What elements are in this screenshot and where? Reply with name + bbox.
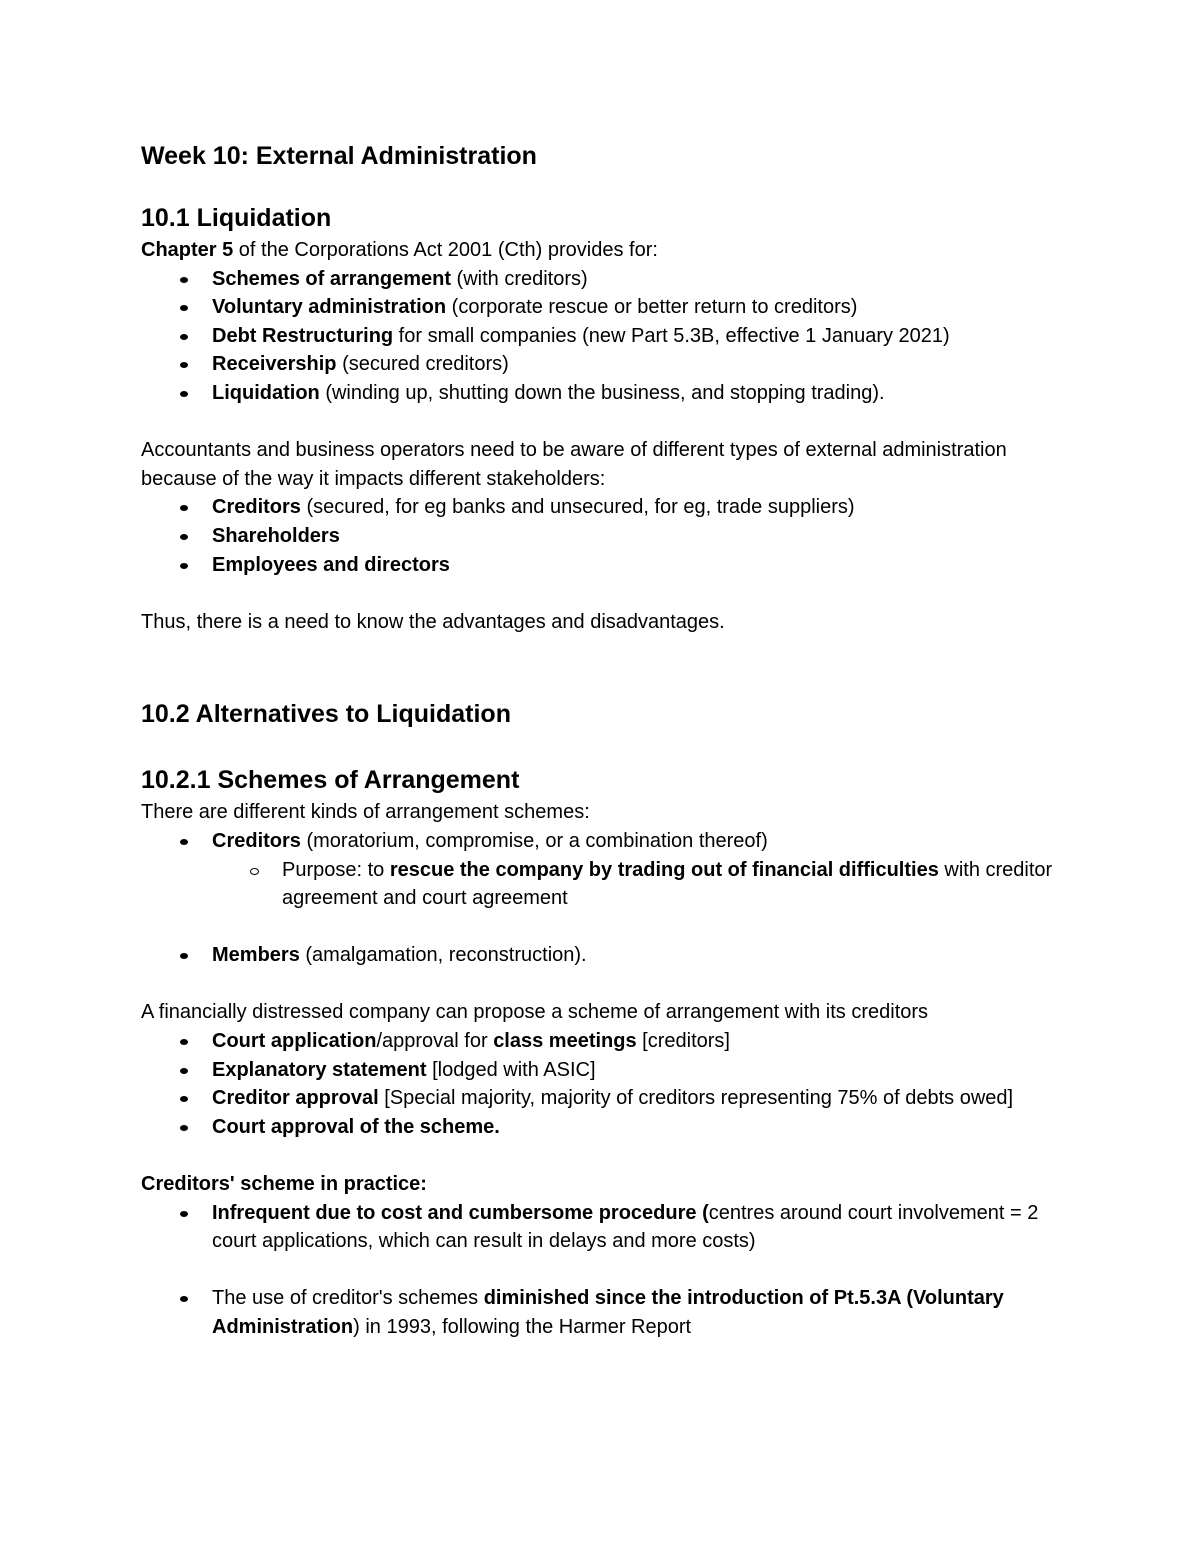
- list-item: Debt Restructuring for small companies (new Part 5.3B, effective 1 January 2021): [212, 324, 950, 347]
- intro-paragraph: Chapter 5 of the Corporations Act 2001 (Cth) provides for:: [141, 239, 658, 261]
- list-item: Creditors (moratorium, compromise, or a combination thereof): [212, 829, 768, 852]
- scheme-proposal-paragraph: A financially distressed company can propose a scheme of arrangement with its creditors: [141, 1001, 929, 1024]
- practice-list-2: [141, 1284, 1061, 1341]
- list-item: Creditor approval [Special majority, majority of creditors representing 75% of debts owed]: [212, 1087, 1014, 1110]
- list-item: Members (amalgamation, reconstruction).: [212, 944, 587, 967]
- list-item: Employees and directors: [212, 553, 450, 576]
- list-item: Liquidation (winding up, shutting down the business, and stopping trading).: [212, 381, 885, 404]
- sub-list-item: Purpose: to rescue the company by trading out of financial difficulties with creditor agreement and court agreement: [282, 858, 1053, 910]
- practice-list: [141, 1199, 1061, 1256]
- list-item: Receivership (secured creditors): [212, 353, 509, 376]
- section-heading-alternatives: 10.2 Alternatives to Liquidation: [141, 700, 511, 729]
- list-item: Explanatory statement [lodged with ASIC]: [212, 1058, 596, 1081]
- schemes-intro: There are different kinds of arrangement schemes:: [141, 801, 590, 824]
- list-item: Schemes of arrangement (with creditors): [212, 267, 588, 290]
- document-page: [141, 138, 1061, 1342]
- stakeholders-list: [141, 493, 1061, 579]
- scheme-steps-list: [141, 1027, 1061, 1141]
- external-administration-list: [141, 265, 1061, 408]
- list-item: Creditors (secured, for eg banks and unsecured, for eg, trade suppliers): [212, 496, 855, 519]
- subsection-heading-schemes: 10.2.1 Schemes of Arrangement: [141, 766, 520, 795]
- list-item: Court application/approval for class meetings [creditors]: [212, 1030, 730, 1053]
- page-title: Week 10: External Administration: [141, 142, 537, 170]
- list-item: The use of creditor's schemes diminished since the introduction of Pt.5.3A (Voluntary Administration) in 1993, following the Harmer Report: [212, 1287, 1004, 1338]
- members-list: [141, 941, 1061, 970]
- list-item: Shareholders: [212, 524, 340, 547]
- practice-heading: Creditors' scheme in practice:: [141, 1173, 427, 1196]
- section-heading-liquidation: 10.1 Liquidation: [141, 204, 332, 232]
- stakeholders-paragraph: Accountants and business operators need to be aware of different types of external administration because of the way it impacts different stakeholders:: [141, 439, 1007, 490]
- summary-paragraph: Thus, there is a need to know the advantages and disadvantages.: [141, 610, 725, 633]
- list-item: Court approval of the scheme.: [212, 1115, 500, 1138]
- list-item: Infrequent due to cost and cumbersome procedure (centres around court involvement = 2 court applications, which can result in delays and more costs): [212, 1201, 1039, 1253]
- scheme-kinds-list: [141, 827, 1061, 913]
- list-item: Voluntary administration (corporate rescue or better return to creditors): [212, 296, 858, 319]
